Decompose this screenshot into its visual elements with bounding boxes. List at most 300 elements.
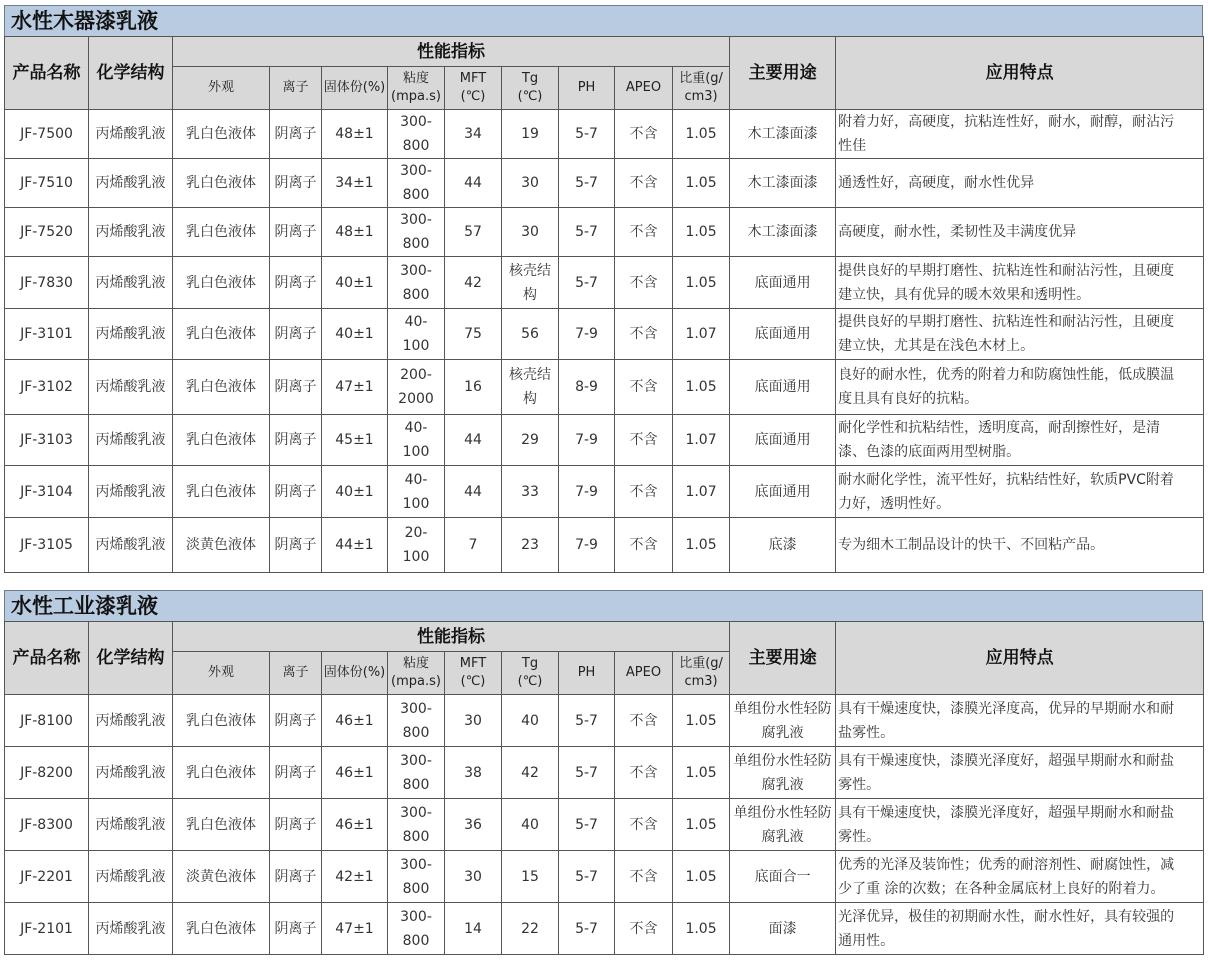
- ion-cell: 阴离子: [270, 747, 322, 799]
- product-name-cell: JF-7500: [5, 110, 89, 159]
- apeo-cell: 不含: [615, 257, 673, 309]
- main-usage-cell-line: 底面通用: [754, 274, 811, 291]
- features-cell-line: 具有干燥速度快，漆膜光泽度好，超强早期耐水和耐盐: [838, 804, 1175, 821]
- main-usage-cell-line: 底面合一: [754, 868, 811, 885]
- ion-cell: 阴离子: [270, 695, 322, 747]
- table-row: [5, 110, 1204, 159]
- solid-content-cell: 46±1: [322, 695, 388, 747]
- tg-cell-line: 42: [521, 764, 539, 781]
- features-cell-line: 盐雾性。: [838, 724, 895, 741]
- product-name-cell: JF-3104: [5, 466, 89, 518]
- features-cell-line: 光泽优异，极佳的初期耐水性，耐水性好，具有较强的: [838, 908, 1175, 925]
- features-cell-line: 附着力好，高硬度，抗粘连性好，耐水，耐醇，耐沾污: [838, 114, 1175, 130]
- main-usage-cell: [730, 208, 836, 257]
- features-cell: [836, 466, 1204, 518]
- ph-cell: 7-9: [559, 415, 615, 466]
- ion-cell: 阴离子: [270, 309, 322, 360]
- features-cell: [836, 309, 1204, 360]
- tg-cell: [502, 903, 559, 955]
- header-ph-text: PH: [577, 665, 596, 680]
- chemical-structure-cell: 丙烯酸乳液: [89, 518, 173, 573]
- main-usage-cell-line: 单组份水性轻防: [733, 752, 832, 769]
- viscosity-cell: [388, 415, 445, 466]
- solid-content-cell: 40±1: [322, 309, 388, 360]
- header-viscosity: [388, 67, 445, 110]
- chemical-structure-cell: 丙烯酸乳液: [89, 747, 173, 799]
- header-row-1: [5, 622, 1204, 652]
- main-usage-cell-line: 底面通用: [754, 483, 811, 500]
- main-usage-cell: [730, 851, 836, 903]
- tg-cell: [502, 208, 559, 257]
- main-usage-cell: [730, 466, 836, 518]
- main-usage-cell: [730, 257, 836, 309]
- viscosity-cell-line: 300-: [400, 856, 432, 873]
- features-cell: [836, 903, 1204, 955]
- features-cell-line: 少了重 涂的次数；在各种金属底材上良好的附着力。: [838, 880, 1165, 897]
- specific-gravity-cell: 1.07: [673, 309, 730, 360]
- features-cell-line: 耐水耐化学性，流平性好，抗粘结性好，软质PVC附着: [838, 471, 1174, 488]
- table-row: [5, 466, 1204, 518]
- main-usage-cell: [730, 309, 836, 360]
- header-apeo-text: APEO: [625, 80, 662, 95]
- ph-cell: 5-7: [559, 695, 615, 747]
- header-appearance: [173, 652, 270, 695]
- specific-gravity-cell: 1.05: [673, 208, 730, 257]
- product-table: [4, 36, 1204, 573]
- features-cell: [836, 695, 1204, 747]
- solid-content-cell: 46±1: [322, 799, 388, 851]
- features-cell-line: 通透性好，高硬度，耐水性优异: [838, 175, 1035, 191]
- header-specific-gravity: [673, 67, 730, 110]
- viscosity-cell-line: 40-: [404, 420, 428, 436]
- appearance-cell: 乳白色液体: [173, 799, 270, 851]
- apeo-cell: 不含: [615, 695, 673, 747]
- product-name-cell: JF-7830: [5, 257, 89, 309]
- solid-content-cell: 48±1: [322, 208, 388, 257]
- tg-cell-line: 33: [521, 483, 539, 500]
- product-name-cell: JF-3102: [5, 360, 89, 415]
- header-mft: [445, 67, 502, 110]
- header-ion-text: 离子: [282, 665, 309, 680]
- tg-cell: [502, 695, 559, 747]
- chemical-structure-cell: 丙烯酸乳液: [89, 159, 173, 208]
- table-row: [5, 695, 1204, 747]
- header-apeo: [615, 67, 673, 110]
- tg-cell: [502, 360, 559, 415]
- header-tg: [502, 67, 559, 110]
- features-cell-line: 力好，透明性好。: [838, 495, 951, 512]
- section-title: 水性木器漆乳液: [4, 5, 1203, 36]
- main-usage-cell-line: 单组份水性轻防: [733, 700, 832, 717]
- ph-cell: 5-7: [559, 903, 615, 955]
- table-row: [5, 903, 1204, 955]
- apeo-cell: 不含: [615, 159, 673, 208]
- viscosity-cell: [388, 518, 445, 573]
- main-usage-cell: [730, 799, 836, 851]
- mft-cell: 14: [445, 903, 502, 955]
- viscosity-cell-line: 40-: [404, 314, 428, 330]
- viscosity-cell-line: 800: [402, 880, 430, 897]
- tg-cell-line: 30: [521, 175, 539, 191]
- header-mft: [445, 652, 502, 695]
- viscosity-cell-line: 800: [402, 236, 430, 252]
- header-features: 应用特点: [836, 622, 1204, 695]
- header-viscosity-text: (mpa.s): [391, 89, 441, 104]
- tg-cell-line: 30: [521, 224, 539, 240]
- header-ion: [270, 652, 322, 695]
- ph-cell: 5-7: [559, 799, 615, 851]
- tg-cell: [502, 747, 559, 799]
- chemical-structure-cell: 丙烯酸乳液: [89, 695, 173, 747]
- viscosity-cell-line: 20-: [404, 525, 428, 541]
- main-usage-cell: [730, 695, 836, 747]
- appearance-cell: 乳白色液体: [173, 208, 270, 257]
- viscosity-cell-line: 800: [402, 724, 430, 741]
- appearance-cell: 乳白色液体: [173, 466, 270, 518]
- viscosity-cell-line: 300-: [400, 114, 432, 130]
- features-cell: [836, 159, 1204, 208]
- header-appearance-text: 外观: [207, 665, 234, 680]
- apeo-cell: 不含: [615, 110, 673, 159]
- viscosity-cell-line: 800: [402, 138, 430, 154]
- features-cell-line: 建立快，尤其是在浅色木材上。: [838, 338, 1035, 354]
- header-tg-text: (℃): [517, 674, 543, 689]
- ion-cell: 阴离子: [270, 360, 322, 415]
- header-ph: [559, 67, 615, 110]
- chemical-structure-cell: 丙烯酸乳液: [89, 851, 173, 903]
- header-main-usage: 主要用途: [730, 622, 836, 695]
- solid-content-cell: 45±1: [322, 415, 388, 466]
- table-row: [5, 208, 1204, 257]
- tg-cell-line: 40: [521, 816, 539, 833]
- section-title: 水性工业漆乳液: [4, 590, 1203, 621]
- solid-content-cell: 47±1: [322, 903, 388, 955]
- header-product-name: 产品名称: [5, 37, 89, 110]
- ph-cell: 5-7: [559, 208, 615, 257]
- mft-cell: 44: [445, 415, 502, 466]
- features-cell-line: 高硬度，耐水性，柔韧性及丰满度优异: [838, 224, 1077, 240]
- ph-cell: 5-7: [559, 159, 615, 208]
- features-cell: [836, 518, 1204, 573]
- product-name-cell: JF-3105: [5, 518, 89, 573]
- apeo-cell: 不含: [615, 851, 673, 903]
- viscosity-cell-line: 300-: [400, 212, 432, 228]
- viscosity-cell-line: 800: [402, 776, 430, 793]
- viscosity-cell-line: 100: [402, 444, 430, 460]
- specific-gravity-cell: 1.05: [673, 851, 730, 903]
- main-usage-cell: [730, 360, 836, 415]
- header-solid-content: [322, 67, 388, 110]
- main-usage-cell-line: 腐乳液: [761, 828, 804, 845]
- apeo-cell: 不含: [615, 360, 673, 415]
- ion-cell: 阴离子: [270, 415, 322, 466]
- specific-gravity-cell: 1.05: [673, 799, 730, 851]
- ion-cell: 阴离子: [270, 851, 322, 903]
- viscosity-cell: [388, 851, 445, 903]
- solid-content-cell: 47±1: [322, 360, 388, 415]
- viscosity-cell-line: 100: [402, 549, 430, 565]
- mft-cell: 57: [445, 208, 502, 257]
- table-row: [5, 415, 1204, 466]
- ph-cell: 5-7: [559, 257, 615, 309]
- features-cell-line: 通用性。: [838, 932, 895, 949]
- features-cell-line: 雾性。: [838, 828, 881, 845]
- viscosity-cell-line: 300-: [400, 752, 432, 769]
- appearance-cell: 乳白色液体: [173, 110, 270, 159]
- main-usage-cell-line: 底漆: [768, 537, 797, 553]
- ion-cell: 阴离子: [270, 257, 322, 309]
- features-cell-line: 漆、色漆的底面两用型树脂。: [838, 444, 1021, 460]
- header-performance: 性能指标: [173, 37, 730, 67]
- product-name-cell: JF-8300: [5, 799, 89, 851]
- main-usage-cell-line: 腐乳液: [761, 776, 804, 793]
- viscosity-cell-line: 2000: [398, 391, 434, 407]
- viscosity-cell-line: 200-: [400, 367, 432, 383]
- header-viscosity-text: (mpa.s): [391, 674, 441, 689]
- tg-cell-line: 23: [521, 537, 539, 553]
- ph-cell: 7-9: [559, 466, 615, 518]
- main-usage-cell: [730, 110, 836, 159]
- appearance-cell: 淡黄色液体: [173, 851, 270, 903]
- tg-cell-line: 核壳结: [509, 367, 551, 383]
- header-mft-text: MFT: [459, 656, 487, 671]
- tg-cell: [502, 518, 559, 573]
- viscosity-cell-line: 100: [402, 338, 430, 354]
- ion-cell: 阴离子: [270, 466, 322, 518]
- main-usage-cell: [730, 159, 836, 208]
- table-row: [5, 799, 1204, 851]
- features-cell-line: 良好的耐水性，优秀的附着力和防腐蚀性能，低成膜温: [838, 367, 1175, 383]
- wood-paint-section: [4, 5, 1203, 573]
- table-row: [5, 309, 1204, 360]
- tg-cell: [502, 799, 559, 851]
- tg-cell-line: 核壳结: [509, 262, 551, 279]
- main-usage-cell: [730, 415, 836, 466]
- industrial-paint-section: [4, 590, 1203, 955]
- features-cell-line: 提供良好的早期打磨性、抗粘连性和耐沾污性，且硬度: [838, 314, 1175, 330]
- ph-cell: 8-9: [559, 360, 615, 415]
- specific-gravity-cell: 1.07: [673, 466, 730, 518]
- features-cell: [836, 799, 1204, 851]
- viscosity-cell-line: 300-: [400, 163, 432, 179]
- header-mft-text: (℃): [460, 89, 486, 104]
- header-apeo: [615, 652, 673, 695]
- apeo-cell: 不含: [615, 799, 673, 851]
- mft-cell: 30: [445, 851, 502, 903]
- header-mft-text: MFT: [459, 71, 487, 86]
- header-viscosity: [388, 652, 445, 695]
- header-specific-gravity: [673, 652, 730, 695]
- features-cell: [836, 257, 1204, 309]
- table-row: [5, 747, 1204, 799]
- features-cell: [836, 360, 1204, 415]
- appearance-cell: 乳白色液体: [173, 257, 270, 309]
- mft-cell: 7: [445, 518, 502, 573]
- viscosity-cell: [388, 208, 445, 257]
- features-cell-line: 提供良好的早期打磨性、抗粘连性和耐沾污性，且硬度: [838, 262, 1175, 279]
- tg-cell-line: 56: [521, 326, 539, 342]
- apeo-cell: 不含: [615, 518, 673, 573]
- specific-gravity-cell: 1.05: [673, 110, 730, 159]
- product-name-cell: JF-3101: [5, 309, 89, 360]
- mft-cell: 42: [445, 257, 502, 309]
- main-usage-cell: [730, 518, 836, 573]
- main-usage-cell: [730, 747, 836, 799]
- viscosity-cell: [388, 110, 445, 159]
- mft-cell: 44: [445, 159, 502, 208]
- header-product-name: 产品名称: [5, 622, 89, 695]
- chemical-structure-cell: 丙烯酸乳液: [89, 309, 173, 360]
- product-table: [4, 621, 1204, 955]
- specific-gravity-cell: 1.05: [673, 257, 730, 309]
- solid-content-cell: 44±1: [322, 518, 388, 573]
- ion-cell: 阴离子: [270, 518, 322, 573]
- header-viscosity-text: 粘度: [402, 71, 429, 86]
- tg-cell-line: 构: [523, 286, 537, 303]
- specific-gravity-cell: 1.05: [673, 159, 730, 208]
- specific-gravity-cell: 1.05: [673, 695, 730, 747]
- main-usage-cell-line: 木工漆面漆: [747, 126, 818, 142]
- apeo-cell: 不含: [615, 466, 673, 518]
- chemical-structure-cell: 丙烯酸乳液: [89, 903, 173, 955]
- chemical-structure-cell: 丙烯酸乳液: [89, 208, 173, 257]
- header-solid-content-text: 固体份(%): [323, 80, 386, 95]
- features-cell: [836, 415, 1204, 466]
- tg-cell: [502, 110, 559, 159]
- ion-cell: 阴离子: [270, 799, 322, 851]
- viscosity-cell: [388, 466, 445, 518]
- specific-gravity-cell: 1.07: [673, 415, 730, 466]
- header-appearance: [173, 67, 270, 110]
- features-cell-line: 性佳: [838, 138, 867, 154]
- viscosity-cell-line: 300-: [400, 908, 432, 925]
- header-solid-content: [322, 652, 388, 695]
- main-usage-cell-line: 底面通用: [754, 326, 811, 342]
- header-viscosity-text: 粘度: [402, 656, 429, 671]
- header-ph: [559, 652, 615, 695]
- ph-cell: 7-9: [559, 518, 615, 573]
- mft-cell: 30: [445, 695, 502, 747]
- product-name-cell: JF-8200: [5, 747, 89, 799]
- mft-cell: 34: [445, 110, 502, 159]
- ion-cell: 阴离子: [270, 110, 322, 159]
- header-solid-content-text: 固体份(%): [323, 665, 386, 680]
- features-cell-line: 建立快，具有优异的暖木效果和透明性。: [838, 286, 1091, 303]
- viscosity-cell-line: 300-: [400, 804, 432, 821]
- tg-cell: [502, 309, 559, 360]
- viscosity-cell-line: 800: [402, 187, 430, 203]
- features-cell: [836, 747, 1204, 799]
- specific-gravity-cell: 1.05: [673, 360, 730, 415]
- main-usage-cell-line: 单组份水性轻防: [733, 804, 832, 821]
- chemical-structure-cell: 丙烯酸乳液: [89, 799, 173, 851]
- features-cell: [836, 208, 1204, 257]
- table-row: [5, 159, 1204, 208]
- header-chemical-structure: 化学结构: [89, 622, 173, 695]
- chemical-structure-cell: 丙烯酸乳液: [89, 415, 173, 466]
- product-name-cell: JF-3103: [5, 415, 89, 466]
- appearance-cell: 淡黄色液体: [173, 518, 270, 573]
- table-row: [5, 257, 1204, 309]
- tg-cell: [502, 415, 559, 466]
- header-specific-gravity-text: 比重(g/: [679, 656, 723, 671]
- header-performance: 性能指标: [173, 622, 730, 652]
- features-cell-line: 具有干燥速度快，漆膜光泽度好，超强早期耐水和耐盐: [838, 752, 1175, 769]
- tg-cell-line: 15: [521, 868, 539, 885]
- main-usage-cell-line: 木工漆面漆: [747, 224, 818, 240]
- features-cell-line: 具有干燥速度快，漆膜光泽度高，优异的早期耐水和耐: [838, 700, 1175, 717]
- main-usage-cell-line: 面漆: [768, 920, 797, 937]
- solid-content-cell: 40±1: [322, 257, 388, 309]
- product-name-cell: JF-7520: [5, 208, 89, 257]
- tg-cell-line: 40: [521, 712, 539, 729]
- viscosity-cell-line: 40-: [404, 471, 428, 488]
- viscosity-cell-line: 800: [402, 286, 430, 303]
- ph-cell: 5-7: [559, 110, 615, 159]
- ion-cell: 阴离子: [270, 903, 322, 955]
- appearance-cell: 乳白色液体: [173, 159, 270, 208]
- apeo-cell: 不含: [615, 309, 673, 360]
- appearance-cell: 乳白色液体: [173, 695, 270, 747]
- main-usage-cell-line: 木工漆面漆: [747, 175, 818, 191]
- apeo-cell: 不含: [615, 415, 673, 466]
- features-cell-line: 度且具有良好的抗粘。: [838, 391, 979, 407]
- viscosity-cell: [388, 159, 445, 208]
- features-cell: [836, 110, 1204, 159]
- solid-content-cell: 34±1: [322, 159, 388, 208]
- viscosity-cell-line: 300-: [400, 262, 432, 279]
- table-row: [5, 360, 1204, 415]
- header-features: 应用特点: [836, 37, 1204, 110]
- chemical-structure-cell: 丙烯酸乳液: [89, 110, 173, 159]
- tg-cell: [502, 257, 559, 309]
- viscosity-cell: [388, 695, 445, 747]
- viscosity-cell: [388, 747, 445, 799]
- mft-cell: 38: [445, 747, 502, 799]
- tg-cell-line: 19: [521, 126, 539, 142]
- appearance-cell: 乳白色液体: [173, 903, 270, 955]
- features-cell-line: 雾性。: [838, 776, 881, 793]
- specific-gravity-cell: 1.05: [673, 747, 730, 799]
- table-row: [5, 518, 1204, 573]
- ion-cell: 阴离子: [270, 159, 322, 208]
- header-main-usage: 主要用途: [730, 37, 836, 110]
- mft-cell: 36: [445, 799, 502, 851]
- main-usage-cell-line: 底面通用: [754, 379, 811, 395]
- header-apeo-text: APEO: [625, 665, 662, 680]
- product-name-cell: JF-2201: [5, 851, 89, 903]
- tg-cell: [502, 851, 559, 903]
- apeo-cell: 不含: [615, 747, 673, 799]
- chemical-structure-cell: 丙烯酸乳液: [89, 257, 173, 309]
- header-row-1: [5, 37, 1204, 67]
- tg-cell-line: 22: [521, 920, 539, 937]
- tg-cell: [502, 466, 559, 518]
- viscosity-cell: [388, 360, 445, 415]
- main-usage-cell-line: 腐乳液: [761, 724, 804, 741]
- viscosity-cell-line: 100: [402, 495, 430, 512]
- solid-content-cell: 48±1: [322, 110, 388, 159]
- header-tg-text: Tg: [521, 71, 539, 86]
- header-ion: [270, 67, 322, 110]
- header-chemical-structure: 化学结构: [89, 37, 173, 110]
- features-cell-line: 优秀的光泽及装饰性；优秀的耐溶剂性、耐腐蚀性，减: [838, 856, 1175, 873]
- ph-cell: 5-7: [559, 747, 615, 799]
- specific-gravity-cell: 1.05: [673, 518, 730, 573]
- solid-content-cell: 40±1: [322, 466, 388, 518]
- viscosity-cell: [388, 257, 445, 309]
- chemical-structure-cell: 丙烯酸乳液: [89, 360, 173, 415]
